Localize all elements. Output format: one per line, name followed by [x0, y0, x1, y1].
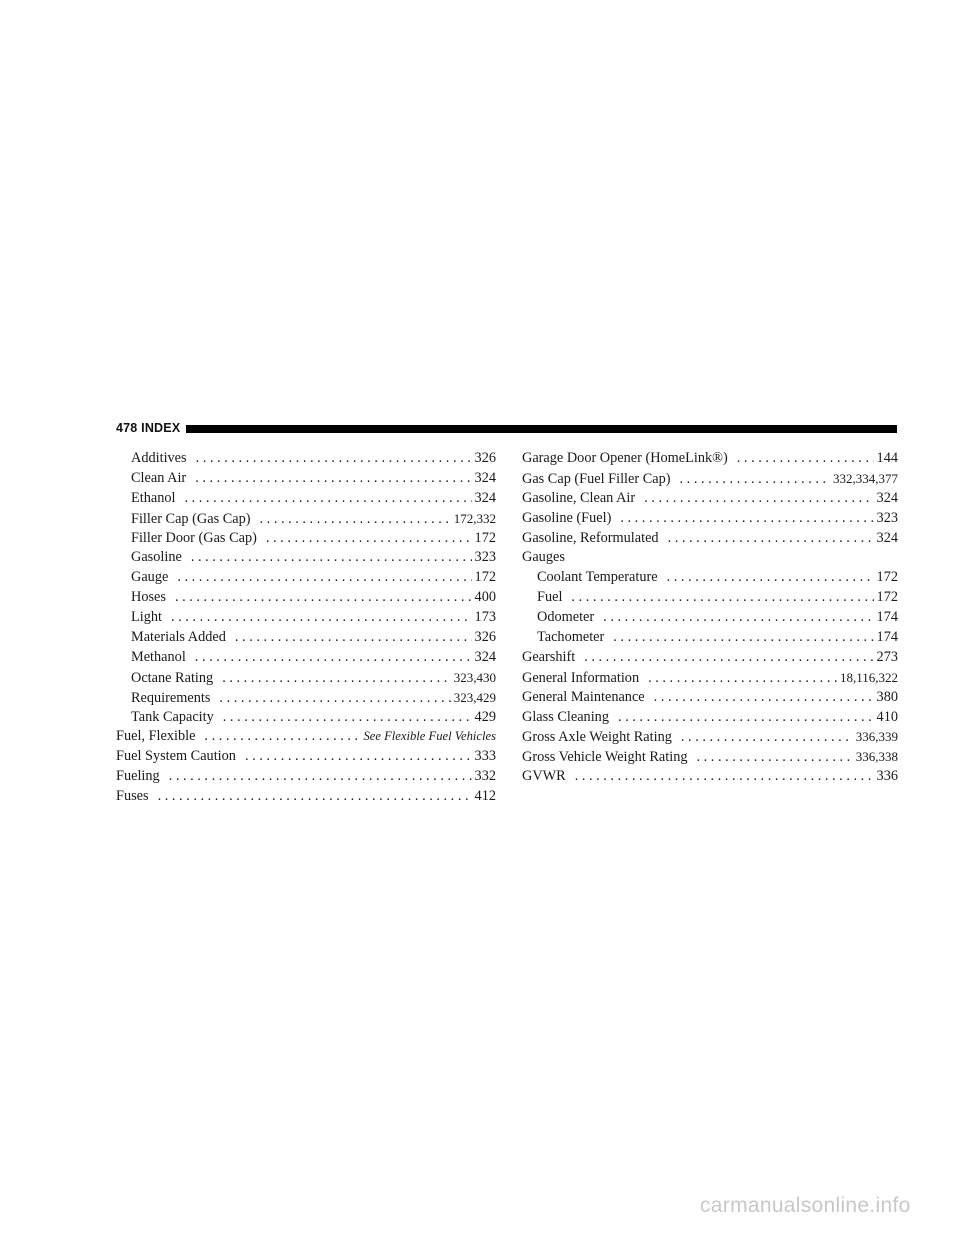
index-entry	[116, 668, 496, 688]
page-reference: 336,339	[855, 729, 898, 745]
index-entry	[522, 648, 898, 668]
index-entry	[522, 767, 898, 787]
index-column-left	[116, 449, 496, 807]
index-entry	[522, 588, 898, 608]
index-term: Methanol	[131, 648, 186, 665]
index-entry	[116, 489, 496, 509]
page-header-label	[116, 421, 180, 435]
index-entry	[116, 529, 496, 549]
dot-leader	[195, 648, 472, 668]
index-term: Filler Door (Gas Cap)	[131, 529, 257, 546]
dot-leader	[584, 648, 873, 668]
dot-leader	[175, 588, 472, 608]
dot-leader	[171, 608, 472, 628]
page-reference: 323	[876, 509, 898, 526]
page-header	[116, 418, 897, 438]
index-entry	[116, 628, 496, 648]
index-term: Gas Cap (Fuel Filler Cap)	[522, 470, 671, 487]
page-reference: 326	[474, 450, 496, 466]
page-reference: 380	[876, 688, 898, 705]
dot-leader	[571, 588, 873, 608]
dot-leader	[613, 628, 873, 648]
index-term: Gearshift	[522, 648, 576, 665]
index-term: GVWR	[522, 768, 566, 785]
dot-leader	[169, 767, 472, 787]
dot-leader	[184, 489, 471, 509]
index-term: General Maintenance	[522, 688, 645, 705]
index-term: General Information	[522, 669, 640, 686]
index-term: Fuel System Caution	[116, 748, 236, 765]
index-entry	[522, 727, 898, 747]
page-reference: 174	[876, 609, 898, 626]
page-reference: 324	[876, 489, 898, 506]
page-reference: 333	[474, 748, 496, 765]
index-term: Fueling	[116, 768, 160, 785]
index-entry	[116, 787, 496, 807]
index-term: Tachometer	[537, 629, 605, 646]
index-term: Ethanol	[131, 489, 176, 506]
page-reference: 324	[474, 489, 496, 506]
dot-leader	[603, 608, 873, 628]
index-term: Fuel	[537, 589, 563, 606]
index-entry	[522, 668, 898, 688]
index-entry	[116, 767, 496, 787]
dot-leader	[697, 748, 853, 768]
index-entry	[522, 509, 898, 529]
index-term: Clean Air	[131, 469, 187, 486]
page-reference: 172	[876, 569, 898, 586]
dot-leader	[620, 509, 873, 529]
index-entry	[522, 548, 898, 568]
dot-leader	[737, 449, 874, 469]
index-term: Odometer	[537, 609, 595, 626]
index-entry	[522, 449, 898, 469]
index-term: Gross Axle Weight Rating	[522, 729, 672, 746]
page-reference: 323,429	[453, 689, 496, 705]
index-term: Gauge	[131, 569, 169, 586]
index-entry	[116, 469, 496, 489]
dot-leader	[260, 510, 451, 530]
page-reference: 273	[876, 648, 898, 665]
index-term: Gasoline	[131, 549, 182, 566]
dot-leader	[222, 669, 451, 689]
index-term: Gasoline (Fuel)	[522, 509, 612, 526]
index-entry	[522, 708, 898, 728]
dot-leader	[681, 728, 853, 748]
dot-leader	[648, 669, 837, 689]
dot-leader	[191, 548, 472, 568]
dot-leader	[575, 767, 874, 787]
index-term: Tank Capacity	[131, 708, 214, 725]
page-reference: 324	[474, 648, 496, 665]
page-reference: 172	[474, 529, 496, 546]
index-entry	[522, 688, 898, 708]
index-term: Gasoline, Reformulated	[522, 529, 659, 546]
index-entry	[522, 747, 898, 767]
index-term: Gross Vehicle Weight Rating	[522, 749, 688, 766]
index-term: Materials Added	[131, 629, 226, 646]
index-entry	[522, 529, 898, 549]
page-reference: 336	[876, 768, 898, 785]
dot-leader	[177, 568, 471, 588]
index-term: Glass Cleaning	[522, 708, 609, 725]
index-entry	[116, 449, 496, 469]
dot-leader	[668, 529, 874, 549]
index-entry	[522, 568, 898, 588]
page-reference: 323,430	[453, 669, 496, 685]
index-entry	[522, 608, 898, 628]
index-entry	[116, 588, 496, 608]
dot-leader	[618, 708, 874, 728]
page-reference: 412	[474, 788, 496, 805]
index-entry	[116, 548, 496, 568]
dot-leader	[235, 628, 472, 648]
page-reference: 172	[474, 569, 496, 586]
index-entry	[522, 469, 898, 489]
page-number: 478	[116, 421, 138, 435]
dot-leader	[195, 469, 471, 489]
page-reference: 324	[876, 529, 898, 546]
page-reference: 332	[474, 768, 496, 785]
index-term: Octane Rating	[131, 669, 214, 686]
page-reference: 18,116,322	[839, 669, 898, 685]
page-reference: See Flexible Fuel Vehicles	[363, 729, 496, 744]
header-rule	[186, 425, 897, 433]
index-term: Requirements	[131, 689, 211, 706]
dot-leader	[158, 787, 472, 807]
index-entry	[116, 608, 496, 628]
dot-leader	[204, 727, 360, 747]
page-reference: 172	[876, 589, 898, 606]
index-entry	[116, 648, 496, 668]
index-term: Hoses	[131, 589, 166, 606]
index-entry	[522, 489, 898, 509]
dot-leader	[654, 688, 874, 708]
dot-leader	[266, 529, 472, 549]
page-reference: 174	[876, 629, 898, 646]
page-reference: 323	[474, 549, 496, 566]
dot-leader	[223, 708, 472, 728]
index-entry	[116, 509, 496, 529]
dot-leader	[680, 470, 830, 490]
index-term: Fuel, Flexible	[116, 728, 196, 745]
page-reference: 336,338	[855, 749, 898, 765]
index-entry	[116, 568, 496, 588]
index-column-right	[522, 449, 898, 787]
page-reference: 172,332	[453, 510, 496, 526]
page-reference: 400	[474, 589, 496, 606]
dot-leader	[219, 689, 450, 709]
page-reference: 332,334,377	[833, 470, 898, 486]
watermark: carmanualsonline.info	[700, 1194, 911, 1217]
index-term: Fuses	[116, 788, 149, 805]
page-reference: 324	[474, 469, 496, 486]
index-term: Gauges	[522, 549, 565, 566]
index-entry	[116, 708, 496, 728]
index-entry	[116, 688, 496, 708]
page-reference: 410	[876, 708, 898, 725]
dot-leader	[245, 747, 472, 767]
page-reference: 326	[474, 629, 496, 646]
dot-leader	[644, 489, 873, 509]
index-term: Gasoline, Clean Air	[522, 489, 636, 506]
page-reference: 144	[876, 450, 898, 466]
page-reference: 173	[474, 609, 496, 626]
index-term: Additives	[131, 450, 187, 466]
index-term: Filler Cap (Gas Cap)	[131, 510, 251, 527]
dot-leader	[667, 568, 874, 588]
dot-leader	[196, 449, 472, 469]
section-title: INDEX	[141, 421, 181, 435]
index-term: Light	[131, 609, 162, 626]
index-entry	[116, 727, 496, 747]
index-term: Garage Door Opener (HomeLink®)	[522, 450, 728, 466]
page-reference: 429	[474, 708, 496, 725]
index-term: Coolant Temperature	[537, 569, 658, 586]
index-entry	[116, 747, 496, 767]
index-entry	[522, 628, 898, 648]
